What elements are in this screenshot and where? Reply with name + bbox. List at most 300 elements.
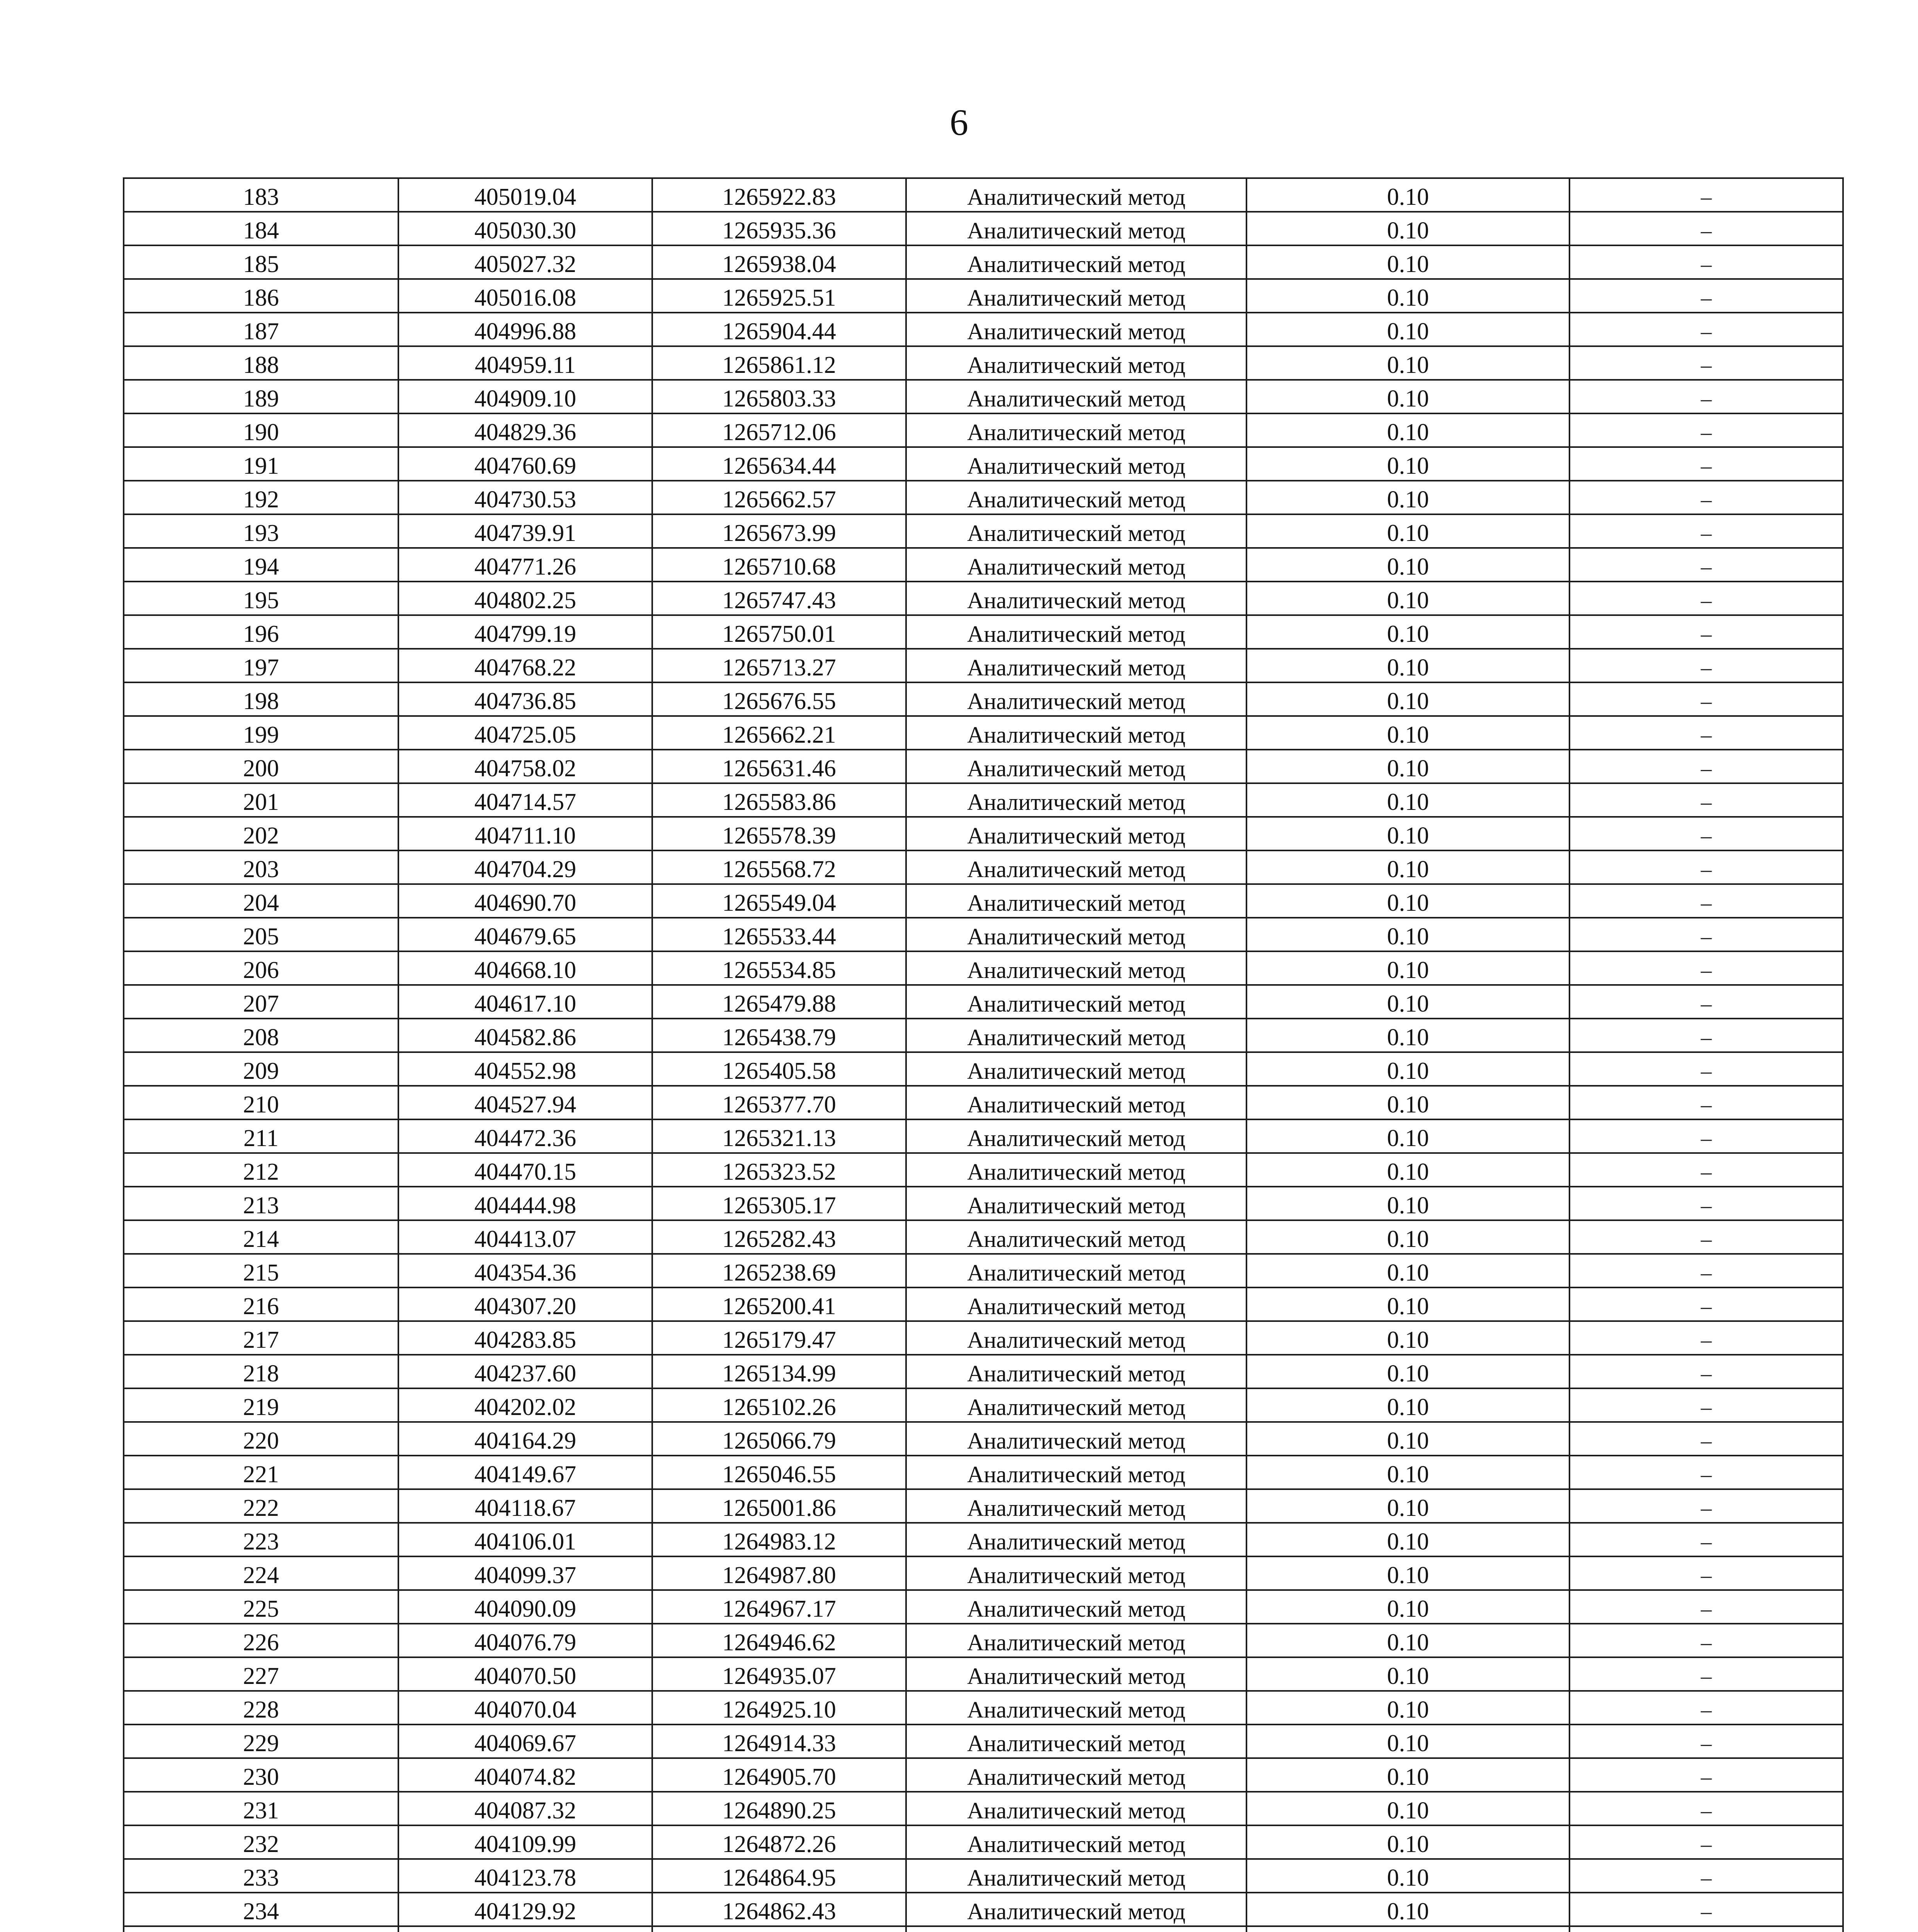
note-cell: – [1569, 380, 1843, 413]
table-row [124, 1355, 1843, 1388]
x-coordinate-cell: 404070.04 [398, 1691, 652, 1725]
y-coordinate-cell: 1265712.06 [652, 413, 906, 447]
note-cell: – [1569, 1220, 1843, 1254]
note-cell: – [1569, 245, 1843, 279]
x-coordinate-cell: 405030.30 [398, 212, 652, 245]
precision-cell: 0.10 [1246, 918, 1569, 951]
note-cell: – [1569, 1086, 1843, 1119]
table-row [124, 1624, 1843, 1657]
precision-cell: 0.10 [1246, 716, 1569, 750]
table-row [124, 1556, 1843, 1590]
point-number-cell: 184 [124, 212, 398, 245]
y-coordinate-cell: 1265676.55 [652, 682, 906, 716]
precision-cell: 0.10 [1246, 1220, 1569, 1254]
precision-cell: 0.10 [1246, 985, 1569, 1019]
x-coordinate-cell: 404552.98 [398, 1052, 652, 1086]
y-coordinate-cell: 1265922.83 [652, 178, 906, 212]
precision-cell: 0.10 [1246, 1119, 1569, 1153]
precision-cell: 0.10 [1246, 1187, 1569, 1220]
point-number-cell: 201 [124, 783, 398, 817]
x-coordinate-cell: 404123.78 [398, 1859, 652, 1893]
point-number-cell: 212 [124, 1153, 398, 1187]
point-number-cell: 234 [124, 1893, 398, 1926]
y-coordinate-cell: 1265102.26 [652, 1388, 906, 1422]
method-cell: Аналитический метод [906, 615, 1246, 649]
note-cell: – [1569, 1321, 1843, 1355]
table-row [124, 279, 1843, 313]
x-coordinate-cell: 404725.05 [398, 716, 652, 750]
method-cell: Аналитический метод [906, 1086, 1246, 1119]
table-row [124, 178, 1843, 212]
table-row [124, 1321, 1843, 1355]
method-cell: Аналитический метод [906, 682, 1246, 716]
x-coordinate-cell: 404164.29 [398, 1422, 652, 1456]
point-number-cell: 222 [124, 1489, 398, 1523]
table-row [124, 783, 1843, 817]
x-coordinate-cell: 404283.85 [398, 1321, 652, 1355]
precision-cell: 0.10 [1246, 1523, 1569, 1556]
point-number-cell: 211 [124, 1119, 398, 1153]
point-number-cell: 220 [124, 1422, 398, 1456]
x-coordinate-cell: 404472.36 [398, 1119, 652, 1153]
method-cell: Аналитический метод [906, 850, 1246, 884]
y-coordinate-cell: 1265710.68 [652, 548, 906, 582]
table-row [124, 1758, 1843, 1792]
table-row [124, 212, 1843, 245]
y-coordinate-cell: 1265438.79 [652, 1019, 906, 1052]
precision-cell: 0.10 [1246, 279, 1569, 313]
page-number: 6 [950, 102, 968, 143]
y-coordinate-cell: 1265583.86 [652, 783, 906, 817]
note-cell: – [1569, 313, 1843, 346]
table-row [124, 1590, 1843, 1624]
table-row [124, 1187, 1843, 1220]
y-coordinate-cell: 1265200.41 [652, 1287, 906, 1321]
x-coordinate-cell: 404074.82 [398, 1758, 652, 1792]
point-number-cell: 187 [124, 313, 398, 346]
x-coordinate-cell: 404802.25 [398, 582, 652, 615]
point-number-cell [124, 1926, 398, 1932]
method-cell: Аналитический метод [906, 380, 1246, 413]
method-cell: Аналитический метод [906, 1893, 1246, 1926]
table-row [124, 1019, 1843, 1052]
method-cell: Аналитический метод [906, 1725, 1246, 1758]
x-coordinate-cell: 404070.50 [398, 1657, 652, 1691]
note-cell: – [1569, 1388, 1843, 1422]
method-cell: Аналитический метод [906, 582, 1246, 615]
point-number-cell: 230 [124, 1758, 398, 1792]
y-coordinate-cell: 1265747.43 [652, 582, 906, 615]
x-coordinate-cell: 404087.32 [398, 1792, 652, 1825]
precision-cell: 0.10 [1246, 1456, 1569, 1489]
note-cell: – [1569, 1859, 1843, 1893]
x-coordinate-cell: 404739.91 [398, 514, 652, 548]
point-number-cell: 199 [124, 716, 398, 750]
y-coordinate-cell: 1265305.17 [652, 1187, 906, 1220]
precision-cell: 0.10 [1246, 1019, 1569, 1052]
note-cell: – [1569, 1489, 1843, 1523]
precision-cell [1246, 1926, 1569, 1932]
y-coordinate-cell: 1265861.12 [652, 346, 906, 380]
method-cell: Аналитический метод [906, 1758, 1246, 1792]
table-row [124, 716, 1843, 750]
table-row [124, 1388, 1843, 1422]
y-coordinate-cell: 1264983.12 [652, 1523, 906, 1556]
table-row [124, 1489, 1843, 1523]
x-coordinate-cell: 404829.36 [398, 413, 652, 447]
y-coordinate-cell: 1265662.57 [652, 481, 906, 514]
y-coordinate-cell: 1265323.52 [652, 1153, 906, 1187]
table-row [124, 313, 1843, 346]
table-row [124, 548, 1843, 582]
method-cell: Аналитический метод [906, 1321, 1246, 1355]
precision-cell: 0.10 [1246, 884, 1569, 918]
precision-cell: 0.10 [1246, 615, 1569, 649]
y-coordinate-cell: 1265673.99 [652, 514, 906, 548]
precision-cell: 0.10 [1246, 1859, 1569, 1893]
x-coordinate-cell: 404760.69 [398, 447, 652, 481]
point-number-cell: 200 [124, 750, 398, 783]
precision-cell: 0.10 [1246, 1287, 1569, 1321]
method-cell: Аналитический метод [906, 1825, 1246, 1859]
precision-cell: 0.10 [1246, 548, 1569, 582]
point-number-cell: 209 [124, 1052, 398, 1086]
table-body [124, 178, 1843, 1932]
method-cell: Аналитический метод [906, 447, 1246, 481]
point-number-cell: 221 [124, 1456, 398, 1489]
y-coordinate-cell: 1265713.27 [652, 649, 906, 682]
table-row [124, 1523, 1843, 1556]
precision-cell: 0.10 [1246, 178, 1569, 212]
x-coordinate-cell: 404444.98 [398, 1187, 652, 1220]
note-cell: – [1569, 1725, 1843, 1758]
y-coordinate-cell: 1265134.99 [652, 1355, 906, 1388]
method-cell: Аналитический метод [906, 649, 1246, 682]
note-cell: – [1569, 1287, 1843, 1321]
x-coordinate-cell: 405027.32 [398, 245, 652, 279]
method-cell: Аналитический метод [906, 1523, 1246, 1556]
table-row [124, 951, 1843, 985]
note-cell: – [1569, 1556, 1843, 1590]
note-cell: – [1569, 615, 1843, 649]
y-coordinate-cell: 1265001.86 [652, 1489, 906, 1523]
point-number-cell: 227 [124, 1657, 398, 1691]
point-number-cell: 186 [124, 279, 398, 313]
point-number-cell: 224 [124, 1556, 398, 1590]
y-coordinate-cell: 1265935.36 [652, 212, 906, 245]
note-cell: – [1569, 447, 1843, 481]
y-coordinate-cell: 1265662.21 [652, 716, 906, 750]
precision-cell: 0.10 [1246, 750, 1569, 783]
note-cell: – [1569, 346, 1843, 380]
method-cell: Аналитический метод [906, 1355, 1246, 1388]
point-number-cell: 210 [124, 1086, 398, 1119]
x-coordinate-cell: 404109.99 [398, 1825, 652, 1859]
x-coordinate-cell: 404470.15 [398, 1153, 652, 1187]
table-row [124, 582, 1843, 615]
precision-cell: 0.10 [1246, 1657, 1569, 1691]
precision-cell: 0.10 [1246, 1691, 1569, 1725]
point-number-cell: 216 [124, 1287, 398, 1321]
y-coordinate-cell: 1265179.47 [652, 1321, 906, 1355]
note-cell: – [1569, 1691, 1843, 1725]
method-cell: Аналитический метод [906, 313, 1246, 346]
precision-cell: 0.10 [1246, 1556, 1569, 1590]
point-number-cell: 194 [124, 548, 398, 582]
note-cell: – [1569, 1254, 1843, 1287]
y-coordinate-cell: 1264864.95 [652, 1859, 906, 1893]
x-coordinate-cell: 404996.88 [398, 313, 652, 346]
table-row [124, 245, 1843, 279]
precision-cell: 0.10 [1246, 1825, 1569, 1859]
method-cell: Аналитический метод [906, 548, 1246, 582]
precision-cell: 0.10 [1246, 481, 1569, 514]
x-coordinate-cell: 404799.19 [398, 615, 652, 649]
y-coordinate-cell: 1265578.39 [652, 817, 906, 850]
point-number-cell: 183 [124, 178, 398, 212]
note-cell: – [1569, 985, 1843, 1019]
note-cell: – [1569, 884, 1843, 918]
y-coordinate-cell: 1265405.58 [652, 1052, 906, 1086]
x-coordinate-cell: 404768.22 [398, 649, 652, 682]
precision-cell: 0.10 [1246, 1893, 1569, 1926]
method-cell: Аналитический метод [906, 1187, 1246, 1220]
y-coordinate-cell: 1264925.10 [652, 1691, 906, 1725]
x-coordinate-cell: 404307.20 [398, 1287, 652, 1321]
x-coordinate-cell: 404617.10 [398, 985, 652, 1019]
point-number-cell: 191 [124, 447, 398, 481]
note-cell: – [1569, 1153, 1843, 1187]
table-row [124, 649, 1843, 682]
table-row [124, 1859, 1843, 1893]
precision-cell: 0.10 [1246, 212, 1569, 245]
note-cell: – [1569, 750, 1843, 783]
point-number-cell: 232 [124, 1825, 398, 1859]
point-number-cell: 196 [124, 615, 398, 649]
point-number-cell: 228 [124, 1691, 398, 1725]
table-row [124, 1725, 1843, 1758]
y-coordinate-cell: 1264946.62 [652, 1624, 906, 1657]
x-coordinate-cell: 404069.67 [398, 1725, 652, 1758]
precision-cell: 0.10 [1246, 817, 1569, 850]
precision-cell: 0.10 [1246, 649, 1569, 682]
x-coordinate-cell [398, 1926, 652, 1932]
y-coordinate-cell: 1265238.69 [652, 1254, 906, 1287]
point-number-cell: 203 [124, 850, 398, 884]
table-row [124, 481, 1843, 514]
point-number-cell: 193 [124, 514, 398, 548]
note-cell: – [1569, 481, 1843, 514]
note-cell: – [1569, 1624, 1843, 1657]
method-cell: Аналитический метод [906, 481, 1246, 514]
method-cell: Аналитический метод [906, 212, 1246, 245]
note-cell: – [1569, 514, 1843, 548]
table-row [124, 1657, 1843, 1691]
method-cell: Аналитический метод [906, 985, 1246, 1019]
y-coordinate-cell: 1264890.25 [652, 1792, 906, 1825]
x-coordinate-cell: 404099.37 [398, 1556, 652, 1590]
method-cell: Аналитический метод [906, 918, 1246, 951]
point-number-cell: 190 [124, 413, 398, 447]
x-coordinate-cell: 404679.65 [398, 918, 652, 951]
y-coordinate-cell: 1264935.07 [652, 1657, 906, 1691]
precision-cell: 0.10 [1246, 783, 1569, 817]
y-coordinate-cell: 1265549.04 [652, 884, 906, 918]
point-number-cell: 233 [124, 1859, 398, 1893]
point-number-cell: 202 [124, 817, 398, 850]
method-cell: Аналитический метод [906, 245, 1246, 279]
y-coordinate-cell: 1264914.33 [652, 1725, 906, 1758]
note-cell: – [1569, 1792, 1843, 1825]
table-row [124, 1220, 1843, 1254]
x-coordinate-cell: 404758.02 [398, 750, 652, 783]
method-cell: Аналитический метод [906, 1388, 1246, 1422]
point-number-cell: 208 [124, 1019, 398, 1052]
precision-cell: 0.10 [1246, 1792, 1569, 1825]
table-row [124, 817, 1843, 850]
y-coordinate-cell: 1265282.43 [652, 1220, 906, 1254]
method-cell: Аналитический метод [906, 1489, 1246, 1523]
point-number-cell: 198 [124, 682, 398, 716]
y-coordinate-cell: 1265750.01 [652, 615, 906, 649]
method-cell: Аналитический метод [906, 346, 1246, 380]
method-cell: Аналитический метод [906, 817, 1246, 850]
method-cell: Аналитический метод [906, 1691, 1246, 1725]
x-coordinate-cell: 404668.10 [398, 951, 652, 985]
point-number-cell: 189 [124, 380, 398, 413]
point-number-cell: 223 [124, 1523, 398, 1556]
note-cell: – [1569, 716, 1843, 750]
x-coordinate-cell: 404354.36 [398, 1254, 652, 1287]
x-coordinate-cell: 404730.53 [398, 481, 652, 514]
note-cell: – [1569, 413, 1843, 447]
note-cell: – [1569, 1187, 1843, 1220]
note-cell: – [1569, 1019, 1843, 1052]
x-coordinate-cell: 404413.07 [398, 1220, 652, 1254]
table-row [124, 1254, 1843, 1287]
method-cell: Аналитический метод [906, 1052, 1246, 1086]
precision-cell: 0.10 [1246, 1254, 1569, 1287]
method-cell: Аналитический метод [906, 1792, 1246, 1825]
point-number-cell: 231 [124, 1792, 398, 1825]
y-coordinate-cell: 1265925.51 [652, 279, 906, 313]
x-coordinate-cell: 404714.57 [398, 783, 652, 817]
x-coordinate-cell: 404149.67 [398, 1456, 652, 1489]
note-cell: – [1569, 548, 1843, 582]
x-coordinate-cell: 404959.11 [398, 346, 652, 380]
method-cell: Аналитический метод [906, 514, 1246, 548]
note-cell: – [1569, 783, 1843, 817]
table-row [124, 1893, 1843, 1926]
note-cell [1569, 1926, 1843, 1932]
point-number-cell: 214 [124, 1220, 398, 1254]
precision-cell: 0.10 [1246, 447, 1569, 481]
table-row [124, 447, 1843, 481]
method-cell: Аналитический метод [906, 1859, 1246, 1893]
table-row [124, 1086, 1843, 1119]
table-row [124, 413, 1843, 447]
method-cell: Аналитический метод [906, 1624, 1246, 1657]
note-cell: – [1569, 850, 1843, 884]
y-coordinate-cell: 1265904.44 [652, 313, 906, 346]
point-number-cell: 225 [124, 1590, 398, 1624]
table-row [124, 1825, 1843, 1859]
precision-cell: 0.10 [1246, 682, 1569, 716]
point-number-cell: 229 [124, 1725, 398, 1758]
note-cell: – [1569, 279, 1843, 313]
point-number-cell: 213 [124, 1187, 398, 1220]
precision-cell: 0.10 [1246, 1388, 1569, 1422]
precision-cell: 0.10 [1246, 1052, 1569, 1086]
x-coordinate-cell: 405019.04 [398, 178, 652, 212]
table-row [124, 615, 1843, 649]
table-row [124, 514, 1843, 548]
y-coordinate-cell: 1265534.85 [652, 951, 906, 985]
note-cell: – [1569, 1590, 1843, 1624]
method-cell: Аналитический метод [906, 750, 1246, 783]
method-cell: Аналитический метод [906, 1556, 1246, 1590]
x-coordinate-cell: 404527.94 [398, 1086, 652, 1119]
method-cell: Аналитический метод [906, 1019, 1246, 1052]
table-row [124, 1792, 1843, 1825]
x-coordinate-cell: 404771.26 [398, 548, 652, 582]
y-coordinate-cell: 1265568.72 [652, 850, 906, 884]
x-coordinate-cell: 404582.86 [398, 1019, 652, 1052]
note-cell: – [1569, 682, 1843, 716]
point-number-cell: 188 [124, 346, 398, 380]
precision-cell: 0.10 [1246, 1321, 1569, 1355]
table-row [124, 346, 1843, 380]
precision-cell: 0.10 [1246, 245, 1569, 279]
y-coordinate-cell: 1265321.13 [652, 1119, 906, 1153]
method-cell: Аналитический метод [906, 951, 1246, 985]
point-number-cell: 195 [124, 582, 398, 615]
precision-cell: 0.10 [1246, 1624, 1569, 1657]
note-cell: – [1569, 1119, 1843, 1153]
x-coordinate-cell: 404711.10 [398, 817, 652, 850]
precision-cell: 0.10 [1246, 1153, 1569, 1187]
x-coordinate-cell: 404909.10 [398, 380, 652, 413]
x-coordinate-cell: 404118.67 [398, 1489, 652, 1523]
precision-cell: 0.10 [1246, 346, 1569, 380]
table-row [124, 985, 1843, 1019]
note-cell: – [1569, 212, 1843, 245]
table-row [124, 1119, 1843, 1153]
point-number-cell: 206 [124, 951, 398, 985]
table-row [124, 1926, 1843, 1932]
precision-cell: 0.10 [1246, 1590, 1569, 1624]
method-cell: Аналитический метод [906, 1590, 1246, 1624]
note-cell: – [1569, 951, 1843, 985]
y-coordinate-cell: 1265938.04 [652, 245, 906, 279]
note-cell: – [1569, 1657, 1843, 1691]
note-cell: – [1569, 1456, 1843, 1489]
precision-cell: 0.10 [1246, 1355, 1569, 1388]
precision-cell: 0.10 [1246, 850, 1569, 884]
method-cell: Аналитический метод [906, 783, 1246, 817]
precision-cell: 0.10 [1246, 313, 1569, 346]
y-coordinate-cell: 1264862.43 [652, 1893, 906, 1926]
precision-cell: 0.10 [1246, 413, 1569, 447]
note-cell: – [1569, 582, 1843, 615]
x-coordinate-cell: 405016.08 [398, 279, 652, 313]
x-coordinate-cell: 404736.85 [398, 682, 652, 716]
precision-cell: 0.10 [1246, 1489, 1569, 1523]
method-cell: Аналитический метод [906, 178, 1246, 212]
point-number-cell: 219 [124, 1388, 398, 1422]
precision-cell: 0.10 [1246, 582, 1569, 615]
y-coordinate-cell: 1265046.55 [652, 1456, 906, 1489]
